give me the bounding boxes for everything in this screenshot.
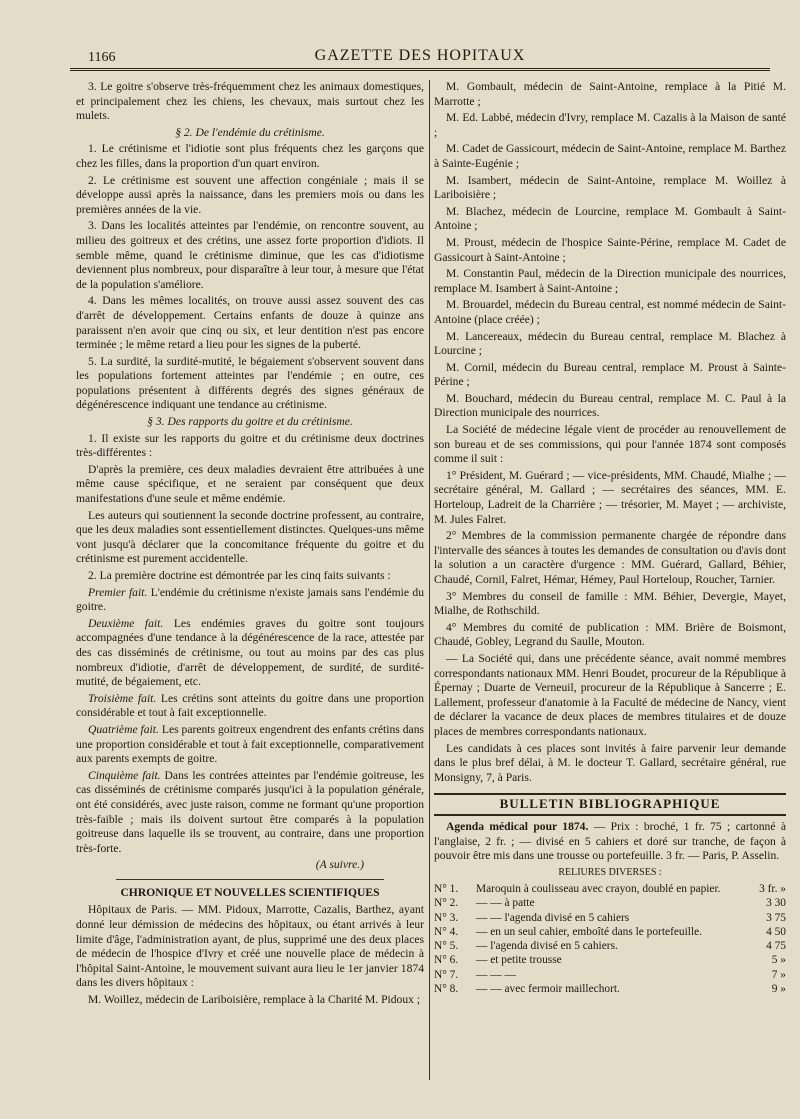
- page-number: 1166: [88, 50, 116, 65]
- price-row: [434, 925, 786, 939]
- right-column: [434, 80, 786, 996]
- fact-label: Quatrième fait.: [88, 722, 159, 736]
- paragraph: M. Woillez, médecin de Lariboisière, remplace à la Charité M. Pidoux ;: [88, 993, 421, 1007]
- price-row: [434, 982, 786, 996]
- fact-text: Dans les contrées atteintes par l'endémie goitreuse, les cas disséminés de crétinisme comparés jusqu'ici à la population générale, ont été considérés, avec juste raison, comme ne formant qu'une proportion très-faible ; mais ils doivent surtout être comparés à la population goitreuse dans laquelle ils se trouvent, au contraire, dans une proportion très-forte.: [76, 768, 424, 855]
- paragraph: La Société de médecine légale vient de procéder au renouvellement de son bureau et de ses commissions, qui pour l'année 1874 sont composés comme il suit :: [434, 423, 786, 466]
- reliure-description: — et petite trousse: [476, 954, 562, 967]
- price-row: [434, 911, 786, 925]
- reliure-price: 5 »: [771, 954, 786, 967]
- reliure-description: — l'agenda divisé en 5 cahiers.: [476, 940, 618, 953]
- paragraph: M. Blachez, médecin de Lourcine, remplace M. Gombault à Saint-Antoine ;: [434, 204, 786, 233]
- paragraph: 4° Membres du comité de publication : MM. Brière de Boismont, Chaudé, Gobley, Legrand du Saulle, Mouton.: [434, 620, 786, 649]
- reliure-description: — — à patte: [476, 897, 535, 910]
- fact-paragraph: [76, 692, 424, 721]
- chronique-title: CHRONIQUE ET NOUVELLES SCIENTIFIQUES: [120, 885, 380, 899]
- paragraph: D'après la première, ces deux maladies devraient être attribuées à une même cause spécifique, et ne seraient par conséquent que deux manifestations d'une seule et même endémie.: [76, 462, 424, 506]
- reliure-description: — — —: [476, 968, 516, 981]
- paragraph: 3. Dans les localités atteintes par l'endémie, on rencontre souvent, au milieu des goitreux et des crétins, une assez forte proportion d'idiots. Il semble même, quand le crétinisme diminue, que les cas d'idiotisme deviennent plus nombreux, pour disparaître à leur tour, à mesure que l'état de la population s'améliore.: [76, 219, 424, 291]
- reliures-title: RELIURES DIVERSES :: [558, 866, 662, 878]
- column-divider: [429, 80, 430, 1080]
- paragraph: 1. Il existe sur les rapports du goitre et du crétinisme deux doctrines très-différentes :: [76, 431, 424, 460]
- reliure-number: N° 2.: [434, 897, 459, 910]
- paragraph: M. Cadet de Gassicourt, médecin de Saint-Antoine, remplace M. Barthez à Sainte-Eugénie ;: [434, 142, 786, 170]
- reliure-price: 7 »: [771, 968, 786, 981]
- reliure-description: — — l'agenda divisé en 5 cahiers: [476, 911, 630, 924]
- reliure-price: 3 75: [766, 911, 786, 924]
- fact-text: L'endémie du crétinisme n'existe jamais sans l'endémie du goitre.: [76, 585, 425, 614]
- price-row: [434, 968, 786, 982]
- paragraph: Hôpitaux de Paris. — MM. Pidoux, Marrotte, Cazalis, Barthez, ayant donné leur démission de médecins des hôpitaux, ou étant arrivés à leur limite d'âge, l'administration ayant, de plus, supprimé une des deux places de médecin de l'hospice d'Ivry et créé une nouvelle place de médecin à l'hôpital Saint-Antoine, le mouvement suivant aura lieu le 1er janvier 1874 dans les divers hôpitaux :: [76, 903, 424, 990]
- paragraph: 1° Président, M. Guérard ; — vice-présidents, MM. Chaudé, Mialhe ; — secrétaire général, M. Gallard ; — secrétaires des séances, MM. E. Horteloup, Ladreit de la Charrière ; — trésorier, M. Mayet ; — archiviste, M. Jules Falret.: [434, 468, 786, 526]
- bulletin-title: BULLETIN BIBLIOGRAPHIQUE: [434, 793, 786, 816]
- fact-label: Premier fait.: [88, 585, 148, 599]
- to-be-continued: (A suivre.): [315, 858, 364, 872]
- fact-label: Troisième fait.: [88, 691, 157, 705]
- paragraph: M. Ed. Labbé, médecin d'Ivry, remplace M. Cazalis à la Maison de santé ;: [434, 111, 786, 139]
- reliure-number: N° 3.: [434, 911, 459, 924]
- reliure-price: 3 fr. »: [759, 883, 786, 896]
- reliure-number: N° 8.: [434, 982, 459, 995]
- agenda-paragraph: [434, 820, 786, 864]
- reliure-price: 4 50: [766, 925, 786, 938]
- paragraph: M. Constantin Paul, médecin de la Direction municipale des nourrices, remplace M. Isambert à Saint-Antoine ;: [434, 267, 786, 295]
- fact-label: Cinquième fait.: [88, 768, 161, 782]
- price-list: [434, 882, 786, 996]
- reliure-price: 9 »: [771, 982, 786, 995]
- price-row: [434, 882, 786, 896]
- section-heading: § 2. De l'endémie du crétinisme.: [175, 125, 325, 139]
- reliure-number: N° 5.: [434, 940, 459, 953]
- reliure-number: N° 6.: [434, 954, 459, 967]
- fact-paragraph: [76, 586, 424, 615]
- fact-paragraph: [76, 723, 424, 767]
- fact-text: Les parents goitreux engendrent des enfants crétins dans une proportion considérable et tout à fait exceptionnelle, comparativement aux parents exempts de goitre.: [76, 722, 424, 766]
- paragraph: 3. Le goitre s'observe très-fréquemment chez les animaux domestiques, et principalement chez les chiens, les chevaux, mais surtout chez les mulets.: [76, 80, 424, 123]
- divider: [116, 879, 384, 880]
- paragraph: 2. Le crétinisme est souvent une affection congéniale ; mais il se développe aussi après la naissance, dans les premiers mois ou dans les premières années de la vie.: [76, 173, 424, 216]
- paragraph: 2. La première doctrine est démontrée par les cinq faits suivants :: [88, 569, 391, 582]
- fact-paragraph: [76, 769, 424, 857]
- paragraph: 5. La surdité, la surdité-mutité, le bégaiement s'observent souvent dans les populations fortement atteintes par l'endémie ; en outre, ces populations présentent à différents degrés des signes généraux de dégénérescence indiquant une tendance au crétinisme.: [76, 354, 424, 412]
- paragraph: M. Bouchard, médecin du Bureau central, remplace M. C. Paul à la Direction municipale des nourrices.: [434, 391, 786, 420]
- paragraph: — La Société qui, dans une précédente séance, avait nommé membres correspondants nationaux MM. Henri Boudet, procureur de la République à Épernay ; Duarte de Verneuil, procureur de la République à Sancerre ; E. Lallement, professeur d'anatomie à la Faculté de médecine de Nancy, vient de déclarer la vacance de deux places de membres titulaires et de douze places de membres correspondants nationaux.: [434, 651, 786, 738]
- reliure-number: N° 7.: [434, 968, 459, 981]
- reliure-description: — en un seul cahier, emboîté dans le portefeuille.: [476, 925, 703, 938]
- paragraph: 3° Membres du conseil de famille : MM. Béhier, Devergie, Mayet, Mialhe, de Rothschild.: [434, 589, 786, 618]
- paragraph: M. Cornil, médecin du Bureau central, remplace M. Proust à Sainte-Périne ;: [434, 360, 786, 389]
- journal-title: GAZETTE DES HOPITAUX: [314, 47, 526, 64]
- price-row: [434, 939, 786, 953]
- reliure-number: N° 4.: [434, 925, 459, 938]
- agenda-title: Agenda médical pour 1874.: [446, 819, 589, 833]
- price-row: [434, 953, 786, 967]
- fact-label: Deuxième fait.: [88, 616, 164, 630]
- reliure-price: 3 30: [766, 897, 786, 910]
- left-column: [76, 80, 424, 1010]
- reliure-number: N° 1.: [434, 883, 459, 896]
- paragraph: 1. Le crétinisme et l'idiotie sont plus fréquents chez les garçons que chez les filles, dans la proportion d'un quart environ.: [76, 142, 424, 170]
- paragraph: M. Isambert, médecin de Saint-Antoine, remplace M. Woillez à Lariboisière ;: [434, 173, 786, 202]
- reliure-description: — — avec fermoir maillechort.: [476, 982, 620, 995]
- fact-text: Les endémies graves du goitre sont toujours accompagnées d'une tendance à la dégénérescence de la race, attestée par des cas disséminés de crétinisme, ou tout au moins par des cas plus nombreux d'idiotie, d'arrêt de développement, de surdité, de surdité-mutité, de bégaiement, etc.: [76, 616, 424, 689]
- agenda-text: — Prix : broché, 1 fr. 75 ; cartonné à l'anglaise, 2 fr. ; — divisé en 5 cahiers et doré sur tranche, de façon à pouvoir être mis dans une trousse ou portefeuille. 3 fr. — Paris, P. Asselin.: [434, 819, 786, 863]
- paragraph: M. Brouardel, médecin du Bureau central, est nommé médecin de Saint-Antoine (place créée) ;: [434, 298, 786, 326]
- price-row: [434, 896, 786, 910]
- page-header: [70, 44, 770, 71]
- paragraph: 4. Dans les mêmes localités, on trouve aussi assez souvent des cas d'arrêt de développement. Certains enfants de douze à quinze ans paraissent n'en avoir que cinq ou six, et leur dentition n'est pas encore terminée ; le même retard a lieu pour les signes de la puberté.: [76, 294, 424, 352]
- paragraph: M. Proust, médecin de l'hospice Sainte-Périne, remplace M. Cadet de Gassicourt à Saint-Antoine ;: [434, 235, 786, 264]
- paragraph: M. Lancereaux, médecin du Bureau central, remplace M. Blachez à Lourcine ;: [434, 329, 786, 358]
- paragraph: Les auteurs qui soutiennent la seconde doctrine professent, au contraire, que les deux maladies sont essentiellement distinctes. Quelques-uns même vont jusqu'à déclarer que la concomitance fréquente du goitre et du crétinisme est purement accidentelle.: [76, 508, 424, 566]
- paragraph: M. Gombault, médecin de Saint-Antoine, remplace à la Pitié M. Marrotte ;: [434, 80, 786, 108]
- reliure-description: Maroquin à coulisseau avec crayon, doublé en papier.: [476, 883, 721, 896]
- reliure-price: 4 75: [766, 940, 786, 953]
- fact-paragraph: [76, 617, 424, 690]
- paragraph: 2° Membres de la commission permanente chargée de répondre dans l'intervalle des séances à toutes les demandes de consultation ou d'avis dont la solution a un caractère d'urgence : MM. Guérard, Gallard, Béhier, Chaudé, Cornil, Falret, Hémar, Hémey, Paul Horteloup, Roucher, Tarnier.: [434, 529, 786, 586]
- paragraph: Les candidats à ces places sont invités à faire parvenir leur demande dans le plus bref délai, à M. le docteur T. Gallard, secrétaire général, rue Monsigny, 7, à Paris.: [434, 741, 786, 784]
- fact-text: Les crétins sont atteints du goitre dans une proportion considérable et tout à fait exceptionnelle.: [76, 691, 424, 720]
- section-heading: § 3. Des rapports du goitre et du crétinisme.: [147, 415, 353, 429]
